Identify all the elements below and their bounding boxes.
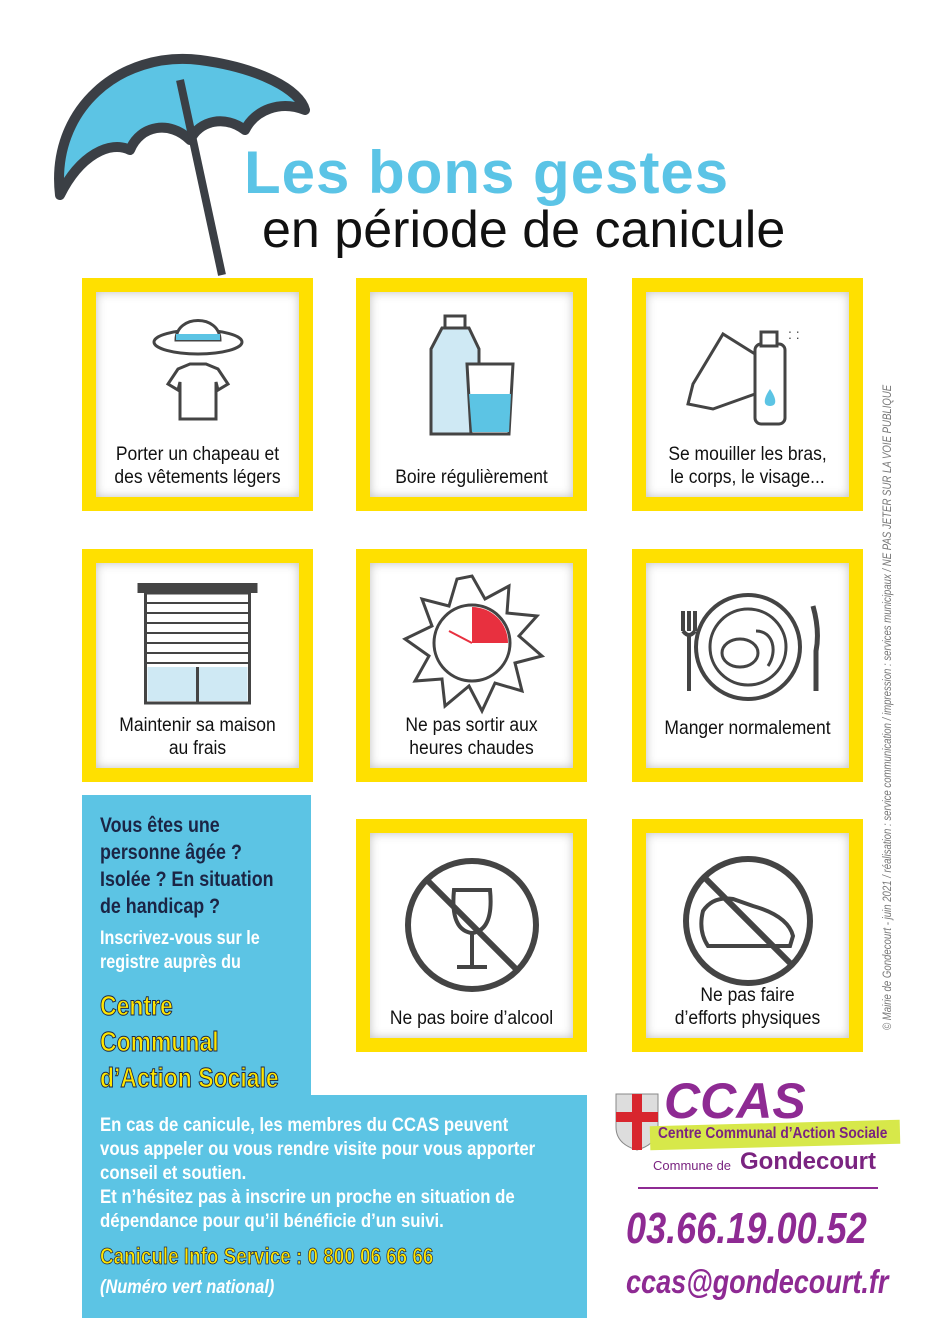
card-effort <box>632 819 863 1052</box>
email-link[interactable]: ccas@gondecourt.fr <box>626 1263 889 1300</box>
card-label: Boire régulièrement <box>395 467 548 488</box>
hotline-note: (Numéro vert national) <box>100 1277 275 1298</box>
plate-cutlery-icon <box>668 591 828 706</box>
hat-shirt-icon <box>148 314 248 424</box>
phone-number[interactable]: 03.66.19.00.52 <box>626 1204 867 1253</box>
card-label: Maintenir sa maison <box>119 715 276 736</box>
logo-acronym: CCAS <box>664 1073 806 1129</box>
no-alcohol-icon <box>402 855 542 995</box>
card-shutter <box>82 549 313 782</box>
card-label: le corps, le visage... <box>670 467 825 488</box>
ccas-name: Centre Communal d’Action Sociale <box>100 990 279 1093</box>
card-label: Ne pas boire d’alcool <box>389 1008 554 1029</box>
card-label: heures chaudes <box>409 738 534 759</box>
no-sport-shoe-icon <box>678 851 818 991</box>
spray-hand-icon <box>683 314 813 434</box>
title: Les bons gestes <box>244 139 730 206</box>
water-bottle-glass-icon <box>417 314 527 439</box>
card-spray <box>632 278 863 511</box>
card-label: Ne pas faire <box>700 985 795 1006</box>
register-text: Inscrivez-vous sur le registre auprès du <box>100 928 260 973</box>
card-label: des vêtements légers <box>114 467 281 488</box>
card-label: Manger normalement <box>664 718 831 739</box>
hotline: Canicule Info Service : 0 800 06 66 66 <box>100 1243 434 1269</box>
info-body: En cas de canicule, les membres du CCAS peuvent vous appeler ou vous rendre visite pour vous apporter conseil et soutien. Et n’hésitez pas à inscrire un proche en situation de dépendance pour qu’il bénéficie d’un suivi. <box>100 1114 536 1232</box>
card-label: Porter un chapeau et <box>115 444 280 465</box>
subtitle: en période de canicule <box>262 201 786 259</box>
card-sun <box>356 549 587 782</box>
credits: © Mairie de Gondecourt - juin 2021 / réalisation : service communication / impression : services municipaux / NE PAS JETER SUR LA VOIE PUBLIQUE <box>880 384 894 1030</box>
card-drink <box>356 278 587 511</box>
card-label: Se mouiller les bras, <box>668 444 827 465</box>
card-alcohol <box>356 819 587 1052</box>
card-eat <box>632 549 863 782</box>
card-label: au frais <box>168 738 227 759</box>
card-hat <box>82 278 313 511</box>
logo-fullname: Centre Communal d’Action Sociale <box>658 1125 888 1142</box>
divider <box>638 1187 878 1189</box>
logo-commune-prefix: Commune de <box>653 1158 732 1173</box>
svg-text:: :: : : <box>787 326 800 342</box>
question-text: Vous êtes une personne âgée ? Isolée ? En situation de handicap ? <box>100 814 274 918</box>
card-label: d’efforts physiques <box>674 1008 821 1029</box>
window-shutter-icon <box>135 581 260 706</box>
card-label: Ne pas sortir aux <box>405 715 538 736</box>
sun-clock-icon <box>397 571 547 721</box>
logo-commune: Gondecourt <box>740 1148 876 1175</box>
